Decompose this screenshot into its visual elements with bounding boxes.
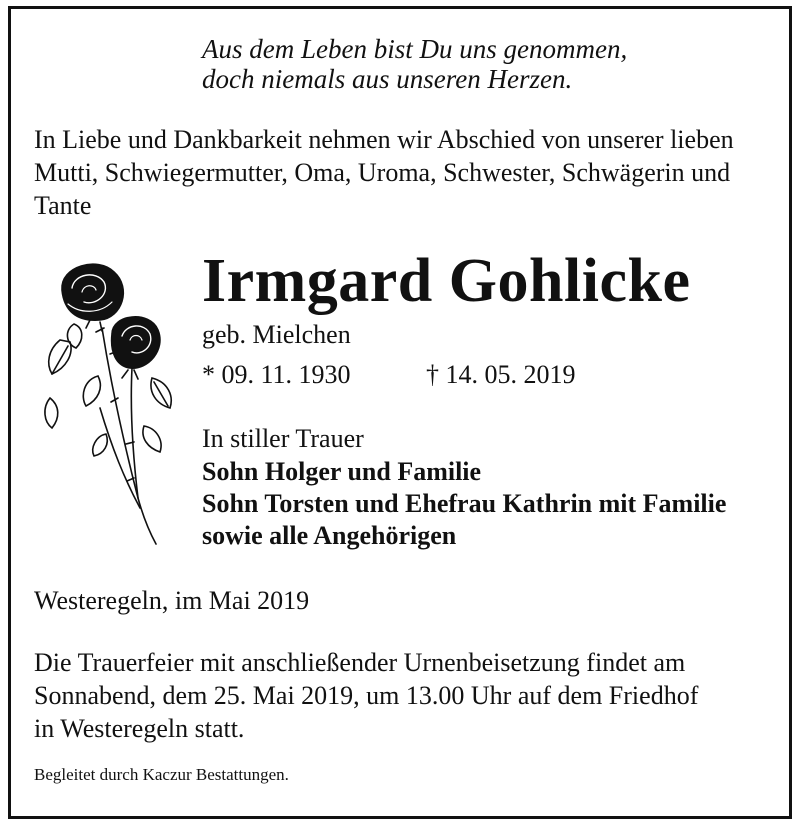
intro-line-3: Tante (34, 191, 92, 220)
rose-illustration (40, 258, 180, 548)
ceremony-line-2: Sonnabend, dem 25. Mai 2019, um 13.00 Uhr auf dem Friedhof (34, 681, 699, 710)
place-date: Westeregeln, im Mai 2019 (34, 586, 310, 615)
rose-head-lower (112, 317, 160, 368)
mourners-heading: In stiller Trauer (202, 424, 364, 453)
rose-leaf (93, 434, 108, 456)
deceased-name: Irmgard Gohlicke (202, 247, 691, 315)
rose-head-upper (62, 264, 123, 320)
motto-line-2: doch niemals aus unseren Herzen. (202, 64, 573, 94)
birth-date: * 09. 11. 1930 (202, 360, 351, 389)
intro-line-2: Mutti, Schwiegermutter, Oma, Uroma, Schwester, Schwägerin und (34, 158, 731, 187)
rose-leaf (143, 426, 161, 452)
death-date: † 14. 05. 2019 (426, 360, 576, 389)
rose-leaf (83, 376, 100, 406)
funeral-home-credit: Begleitet durch Kaczur Bestattungen. (34, 765, 289, 784)
ceremony-line-3: in Westeregeln statt. (34, 714, 245, 743)
rose-sepals (122, 370, 138, 379)
intro-line-1: In Liebe und Dankbarkeit nehmen wir Abschied von unserer lieben (34, 125, 734, 154)
ceremony-line-1: Die Trauerfeier mit anschließender Urnenbeisetzung findet am (34, 648, 686, 677)
rose-leaf (67, 324, 81, 348)
rose-leaf (45, 398, 58, 428)
rose-leaf (49, 340, 71, 374)
mourner-line-2: Sohn Torsten und Ehefrau Kathrin mit Familie (202, 489, 727, 518)
mourner-line-1: Sohn Holger und Familie (202, 457, 482, 486)
mourner-line-3: sowie alle Angehörigen (202, 521, 457, 550)
maiden-name: geb. Mielchen (202, 320, 351, 349)
motto-line-1: Aus dem Leben bist Du uns genommen, (202, 34, 628, 64)
